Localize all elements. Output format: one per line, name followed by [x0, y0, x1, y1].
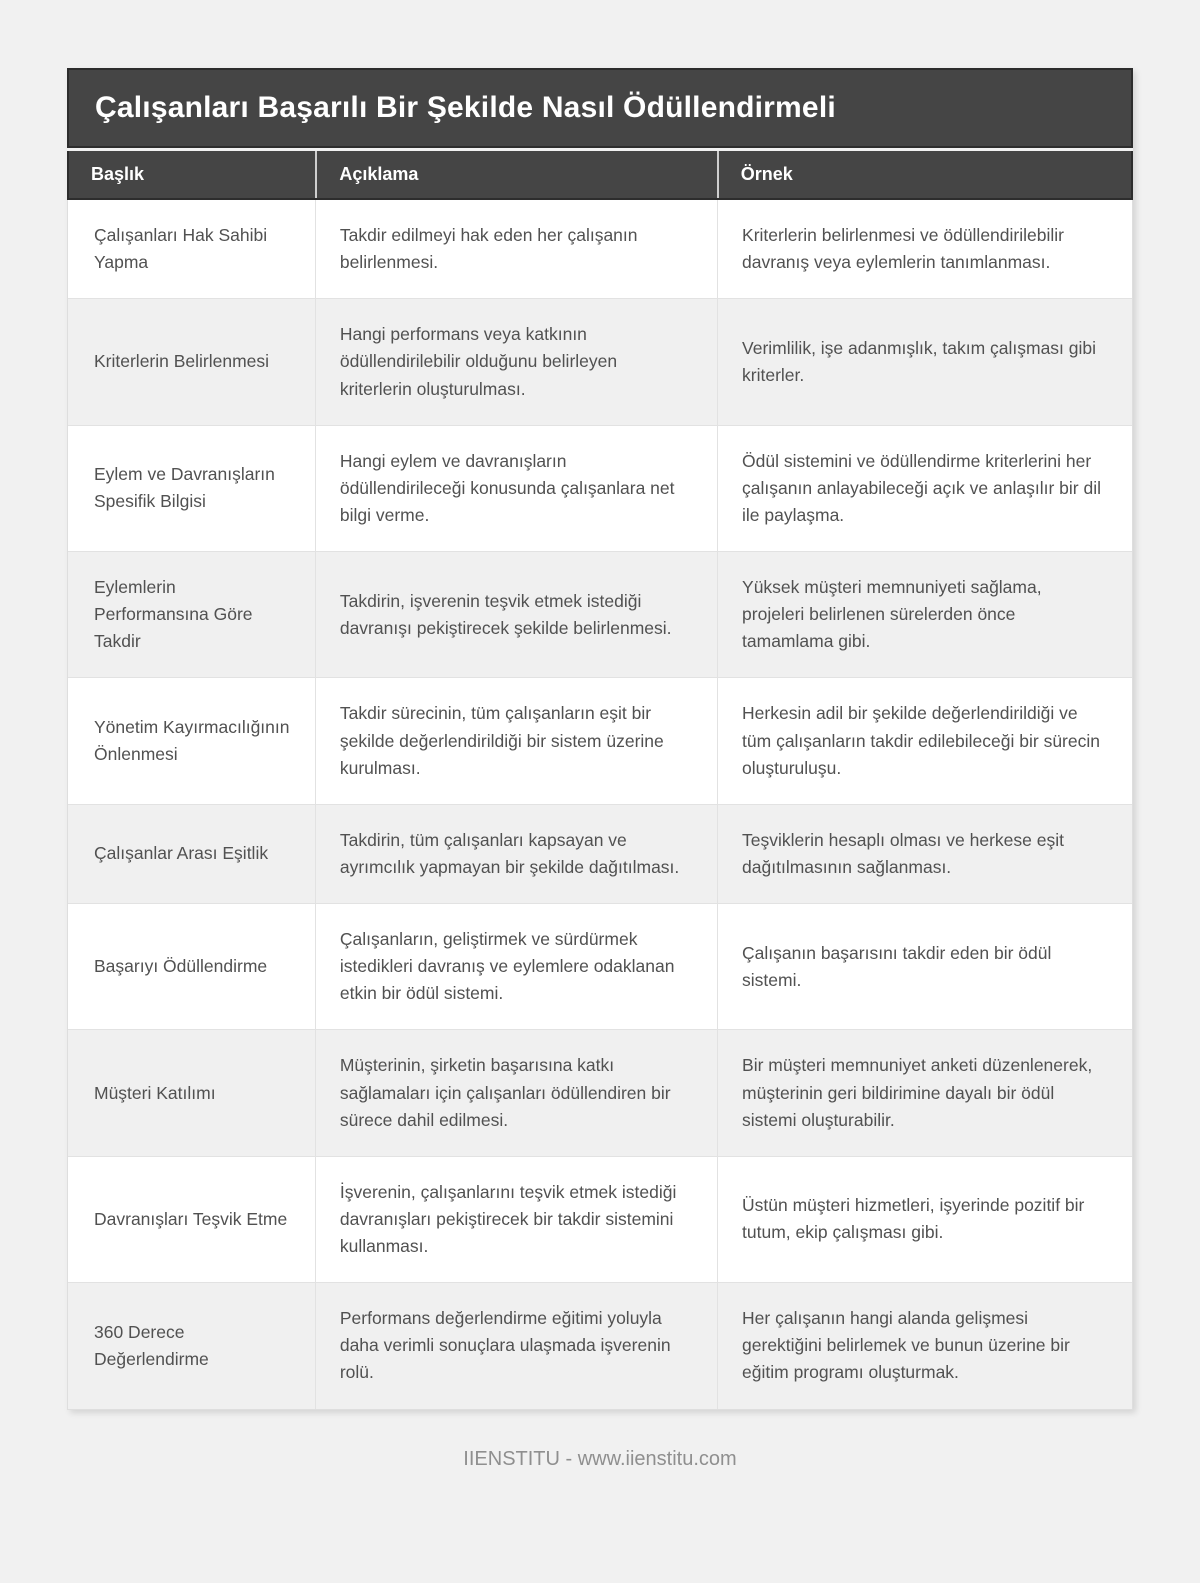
column-header-baslik: Başlık	[91, 164, 145, 184]
cell-text: Bir müşteri memnuniyet anketi düzenlenerek, müşterinin geri bildirimine dayalı bir ödül sistemi oluşturabilir.	[742, 1055, 1093, 1130]
cell-baslik	[68, 552, 315, 677]
cell-text: Çalışanları Hak Sahibi Yapma	[94, 225, 268, 273]
cell-baslik	[68, 805, 315, 903]
cell-text: Başarıyı Ödüllendirme	[94, 956, 268, 977]
cell-text: Çalışanların, geliştirmek ve sürdürmek istedikleri davranış ve eylemlere odaklanan etkin bir ödül sistemi.	[339, 929, 675, 1004]
cell-baslik	[68, 678, 315, 803]
cell-baslik	[68, 426, 315, 551]
cell-ornek	[717, 904, 1132, 1029]
cell-aciklama	[315, 299, 717, 424]
cell-aciklama	[315, 200, 717, 298]
cell-aciklama	[315, 1157, 717, 1282]
cell-text: Takdirin, işverenin teşvik etmek istediği davranışı pekiştirecek şekilde belirlenmesi.	[339, 590, 672, 638]
cell-text: Her çalışanın hangi alanda gelişmesi gerektiğini belirlemek ve bunun üzerine bir eğitim programı oluşturmak.	[742, 1308, 1070, 1383]
cell-text: İşverenin, çalışanlarını teşvik etmek istediği davranışları pekiştirecek bir takdir sistemini kullanması.	[339, 1181, 677, 1256]
cell-text: Müşterinin, şirketin başarısına katkı sağlamaları için çalışanları ödüllendiren bir sürece dahil edilmesi.	[339, 1055, 671, 1130]
cell-ornek	[717, 200, 1132, 298]
cell-text: Teşviklerin hesaplı olması ve herkese eşit dağıtılmasının sağlanması.	[742, 829, 1064, 877]
cell-text: Kriterlerin belirlenmesi ve ödüllendirilebilir davranış veya eylemlerin tanımlanması.	[742, 225, 1064, 273]
cell-text: Hangi performans veya katkının ödüllendirilebilir olduğunu belirleyen kriterlerin oluşturulması.	[339, 324, 618, 399]
cell-text: Eylem ve Davranışların Spesifik Bilgisi	[94, 464, 275, 512]
cell-aciklama	[315, 1030, 717, 1155]
table-row	[68, 200, 1132, 298]
table-row	[68, 677, 1132, 803]
cell-aciklama	[315, 678, 717, 803]
cell-ornek	[717, 1030, 1132, 1155]
cell-text: Yüksek müşteri memnuniyeti sağlama, projeleri belirlenen sürelerden önce tamamlama gibi.	[742, 577, 1042, 652]
table-row	[68, 903, 1132, 1029]
table-row	[68, 1282, 1132, 1408]
cell-text: Takdir edilmeyi hak eden her çalışanın belirlenmesi.	[339, 225, 638, 273]
cell-text: 360 Derece Değerlendirme	[94, 1321, 209, 1369]
cell-text: Müşteri Katılımı	[94, 1082, 216, 1103]
cell-text: Üstün müşteri hizmetleri, işyerinde pozitif bir tutum, ekip çalışması gibi.	[742, 1195, 1085, 1243]
cell-text: Takdir sürecinin, tüm çalışanların eşit bir şekilde değerlendirildiği bir sistem üzerine kurulması.	[339, 703, 664, 778]
rewards-table	[67, 68, 1133, 1410]
cell-baslik	[68, 1283, 315, 1408]
cell-aciklama	[315, 805, 717, 903]
cell-text: Çalışanın başarısını takdir eden bir ödül sistemi.	[742, 942, 1052, 990]
cell-aciklama	[315, 1283, 717, 1408]
column-header-ornek: Örnek	[717, 151, 1131, 198]
cell-text: Davranışları Teşvik Etme	[94, 1208, 288, 1229]
cell-text: Eylemlerin Performansına Göre Takdir	[94, 577, 253, 652]
page-title: Çalışanları Başarılı Bir Şekilde Nasıl Ödüllendirmeli	[67, 68, 1133, 148]
cell-text: Çalışanlar Arası Eşitlik	[94, 843, 269, 864]
table-row	[68, 1029, 1132, 1155]
cell-ornek	[717, 805, 1132, 903]
footer-credit: IIENSTITU - www.iienstitu.com	[463, 1447, 737, 1470]
cell-baslik	[68, 1157, 315, 1282]
cell-text: Yönetim Kayırmacılığının Önlenmesi	[94, 716, 290, 765]
cell-ornek	[717, 678, 1132, 803]
cell-text: Herkesin adil bir şekilde değerlendirildiği ve tüm çalışanların takdir edilebileceği bir sürecin oluşturuluşu.	[742, 703, 1100, 778]
cell-text: Takdirin, tüm çalışanları kapsayan ve ayrımcılık yapmayan bir şekilde dağıtılması.	[339, 829, 680, 877]
cell-ornek	[717, 1283, 1132, 1408]
table-body	[67, 200, 1133, 1410]
table-header-row	[67, 151, 1133, 200]
cell-ornek	[717, 299, 1132, 424]
cell-text: Ödül sistemini ve ödüllendirme kriterlerini her çalışanın anlayabileceği açık ve anlaşılır bir dil ile paylaşma.	[742, 450, 1101, 525]
cell-ornek	[717, 426, 1132, 551]
cell-text: Verimlilik, işe adanmışlık, takım çalışması gibi kriterler.	[742, 337, 1097, 385]
cell-ornek	[717, 1157, 1132, 1282]
cell-baslik	[68, 200, 315, 298]
table-row	[68, 551, 1132, 677]
cell-aciklama	[315, 552, 717, 677]
cell-ornek	[717, 552, 1132, 677]
cell-baslik	[68, 1030, 315, 1155]
table-row	[68, 425, 1132, 551]
cell-text: Hangi eylem ve davranışların ödüllendirileceği konusunda çalışanlara net bilgi verme.	[339, 450, 675, 525]
cell-aciklama	[315, 426, 717, 551]
table-row	[68, 1156, 1132, 1282]
column-header-aciklama: Açıklama	[315, 151, 716, 198]
cell-text: Kriterlerin Belirlenmesi	[94, 351, 270, 372]
table-row	[68, 298, 1132, 424]
cell-baslik	[68, 904, 315, 1029]
cell-baslik	[68, 299, 315, 424]
cell-aciklama	[315, 904, 717, 1029]
table-row	[68, 804, 1132, 903]
cell-text: Performans değerlendirme eğitimi yoluyla daha verimli sonuçlara ulaşmada işverenin rolü.	[339, 1308, 671, 1383]
